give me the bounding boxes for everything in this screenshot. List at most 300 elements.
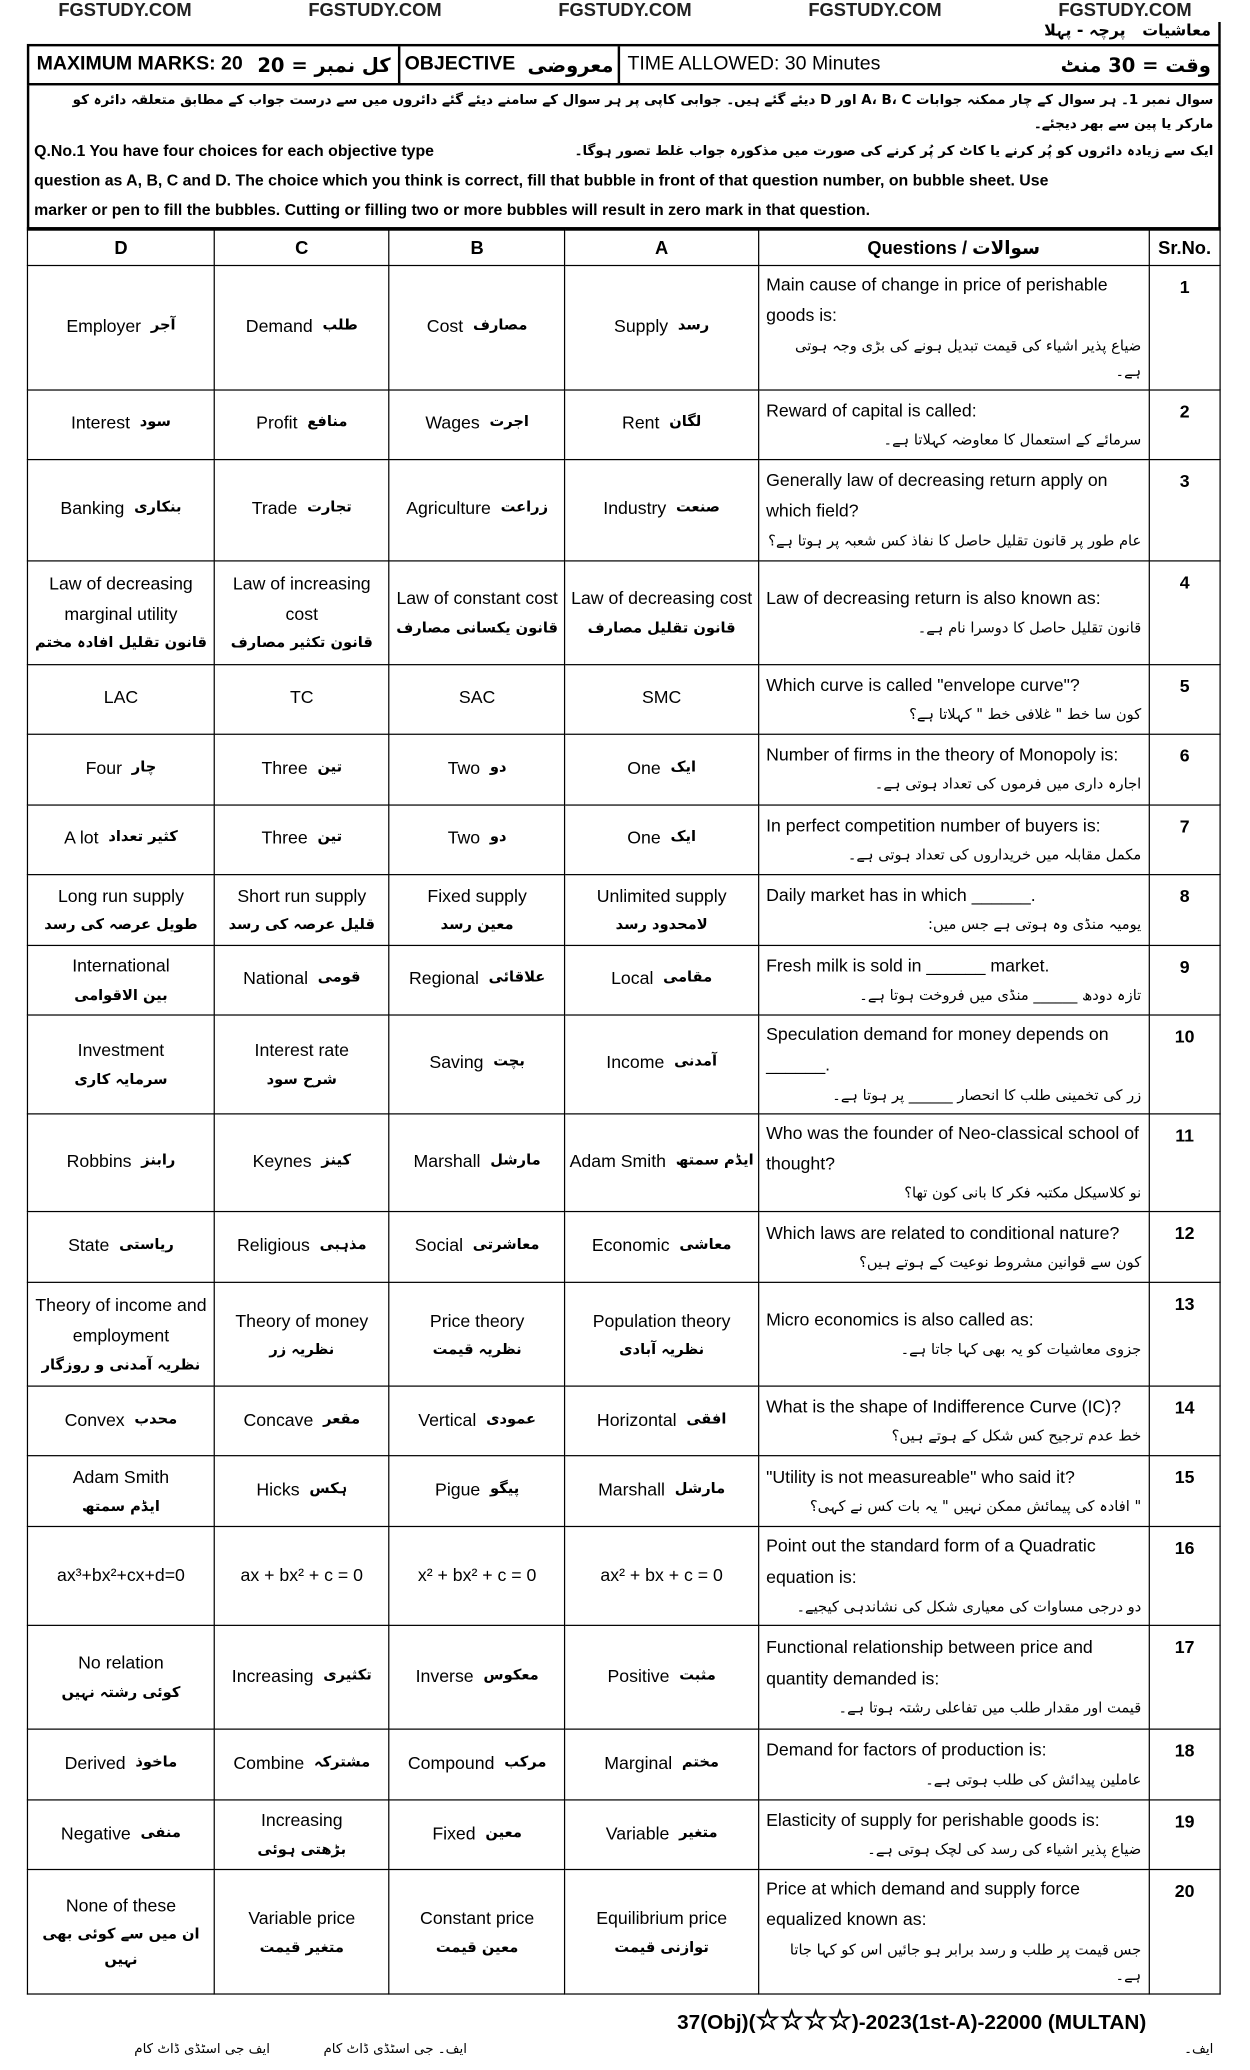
objective-urdu: معروضی (527, 53, 614, 77)
option-english: Increasing (231, 1667, 314, 1687)
option-english: A lot (64, 829, 99, 849)
option-urdu: مثبت (679, 1665, 716, 1683)
option-english: Cost (426, 317, 464, 337)
serial-number: 16 (1149, 1527, 1220, 1626)
option-english: Two (447, 829, 481, 849)
option-a (565, 1800, 758, 1870)
serial-number: 1 (1149, 266, 1220, 390)
option-b (389, 1800, 565, 1870)
option-english: Trade (251, 499, 298, 520)
question-english: Functional relationship between price and quantity demanded is: (766, 1638, 1093, 1689)
option-urdu: منافع (307, 413, 348, 431)
question-cell (758, 1386, 1149, 1456)
option-c (214, 1800, 389, 1870)
option-a (565, 805, 758, 875)
question-urdu: کون سے قوانین مشروط نوعیت کے ہوتے ہیں؟ (859, 1253, 1142, 1271)
option-english: Economic (591, 1237, 670, 1257)
option-b (389, 266, 565, 390)
option-d (27, 390, 214, 460)
option-english: Banking (60, 499, 125, 520)
table-row (27, 1456, 1220, 1527)
watermark: FGSTUDY.COM (58, 0, 192, 21)
objective-label: OBJECTIVE (404, 53, 516, 75)
option-urdu: مذہبی (319, 1235, 367, 1253)
option-english: Law of constant cost (396, 589, 558, 610)
option-urdu: دو (489, 828, 507, 846)
option-english: Agriculture (406, 499, 491, 520)
option-c (214, 1527, 389, 1626)
table-row (27, 664, 1220, 734)
option-english: Compound (407, 1754, 495, 1774)
option-b (389, 1212, 565, 1283)
footer-urdu-1: ایف جی اسٹڈی ڈاٹ کام (134, 2040, 270, 2057)
option-english: Robbins (66, 1152, 132, 1172)
table-row (27, 1729, 1220, 1800)
option-english: Marshall (413, 1152, 481, 1172)
option-a (565, 390, 758, 460)
serial-number: 11 (1149, 1113, 1220, 1212)
option-urdu: نظریہ آبادی (619, 1340, 705, 1358)
serial-number: 5 (1149, 664, 1220, 734)
paper-code: 37(Obj)(☆☆☆☆)-2023(1st-A)-22000 (MULTAN) (677, 2004, 1147, 2035)
option-english: Industry (603, 499, 667, 520)
option-urdu: قومی (317, 968, 361, 986)
option-b (389, 1456, 565, 1527)
option-urdu: دو (489, 757, 507, 776)
option-english: Vertical (418, 1411, 477, 1431)
option-urdu: مرکب (504, 1753, 547, 1771)
table-row (27, 1870, 1220, 1994)
option-english: Variable (605, 1824, 670, 1845)
option-b (389, 945, 565, 1015)
option-english: Theory of income and employment (35, 1296, 207, 1347)
option-english: Two (447, 759, 481, 779)
option-english: Constant price (420, 1909, 535, 1929)
table-row (27, 390, 1220, 460)
serial-number: 4 (1149, 561, 1220, 665)
instruction-english-3: marker or pen to fill the bubbles. Cutting or filling two or more bubbles will result in zero mark in that question. (34, 200, 871, 219)
paper-urdu: پرچہ - پہلا (1044, 21, 1126, 41)
question-urdu: قانون تقلیل حاصل کا دوسرا نام ہے۔ (917, 618, 1142, 636)
option-english: Keynes (252, 1152, 312, 1172)
option-c (214, 1729, 389, 1800)
option-english: Fixed (432, 1824, 476, 1845)
serial-number: 9 (1149, 945, 1220, 1015)
header-b: B (389, 230, 565, 265)
table-row (27, 805, 1220, 875)
option-english: Theory of money (235, 1311, 369, 1332)
option-english: Long run supply (57, 887, 184, 907)
question-cell (758, 945, 1149, 1015)
question-cell (758, 1729, 1149, 1800)
option-urdu: مشترکہ (314, 1753, 371, 1771)
question-urdu: سرمائے کے استعمال کا معاوضہ کہلاتا ہے۔ (883, 430, 1142, 448)
option-a (565, 1456, 758, 1527)
instruction-urdu-1: سوال نمبر 1۔ ہر سوال کے چار ممکنہ جوابات A، B، C اور D دیئے گئے ہیں۔ جوابی کاپی پر ہر سوال کے سامنے دیئے گئے دائروں میں سے درست جواب کے مطابق متعلقہ دائرہ کو مارکر یا پین سے بھر دیجئے۔ (72, 91, 1214, 132)
header-questions: Questions / سوالات (758, 230, 1149, 265)
question-urdu: عاملین پیدائش کی طلب ہوتی ہے۔ (925, 1770, 1142, 1788)
option-english: Supply (614, 317, 669, 337)
option-english: Law of decreasing cost (571, 589, 753, 610)
option-urdu: توازنی قیمت (614, 1937, 709, 1955)
question-english: Which curve is called "envelope curve"? (766, 675, 1080, 696)
question-urdu: کون سا خط " غلافی خط " کہلاتا ہے؟ (909, 705, 1142, 723)
question-english: Who was the founder of Neo-classical school of thought? (766, 1123, 1139, 1175)
option-a (565, 1212, 758, 1283)
option-urdu: قلیل عرصہ کی رسد (228, 915, 376, 934)
question-urdu: مکمل مقابلہ میں خریداروں کی تعداد ہوتی ہے۔ (847, 845, 1142, 863)
option-urdu: نظریہ قیمت (432, 1340, 522, 1358)
option-urdu: مارشل (490, 1151, 541, 1169)
question-urdu: اجارہ داری میں فرموں کی تعداد ہوتی ہے۔ (874, 775, 1142, 793)
option-a (565, 1527, 758, 1626)
option-d (27, 734, 214, 805)
option-english: Short run supply (237, 887, 367, 907)
option-urdu: عمودی (486, 1409, 537, 1427)
serial-number: 19 (1149, 1800, 1220, 1870)
question-cell (758, 734, 1149, 805)
option-urdu: ایڈم سمتھ (675, 1151, 754, 1169)
option-a (565, 1015, 758, 1114)
option-d (27, 1527, 214, 1626)
option-urdu: چار (131, 757, 157, 776)
option-urdu: معاشرتی (472, 1235, 540, 1253)
question-urdu: نو کلاسیکل مکتبہ فکر کا بانی کون تھا؟ (904, 1184, 1142, 1202)
marks-bar (27, 44, 1221, 86)
option-urdu: مقامی (663, 968, 713, 986)
option-c (214, 1386, 389, 1456)
question-cell (758, 1283, 1149, 1387)
question-urdu: دو درجی مساوات کی معیاری شکل کی نشاندہی کیجیے۔ (796, 1597, 1142, 1615)
question-english: Daily market has in which ______. (766, 886, 1036, 906)
option-urdu: مارشل (674, 1480, 726, 1498)
serial-number: 15 (1149, 1456, 1220, 1527)
option-english: No relation (78, 1654, 164, 1675)
option-c (214, 664, 389, 734)
serial-number: 13 (1149, 1283, 1220, 1387)
option-d (27, 1625, 214, 1729)
option-english: Concave (243, 1411, 314, 1431)
option-urdu: معین قیمت (435, 1937, 519, 1955)
question-english: Demand for factors of production is: (766, 1741, 1047, 1761)
option-d (27, 945, 214, 1015)
option-english: Negative (60, 1824, 131, 1845)
option-urdu: قانون یکسانی مصارف (396, 618, 558, 636)
question-urdu: زر کی تخمینی طلب کا انحصار ______ پر ہوتا ہے۔ (832, 1085, 1142, 1103)
question-cell (758, 1870, 1149, 1994)
option-english: Price theory (429, 1311, 525, 1332)
option-english: Variable price (248, 1909, 356, 1929)
option-a (565, 1870, 758, 1994)
option-urdu: رسد (677, 316, 710, 334)
option-english: Adam Smith (569, 1152, 667, 1172)
option-urdu: ماخوذ (135, 1753, 178, 1771)
option-urdu: ان میں سے کوئی بھی نہیں (42, 1925, 200, 1968)
max-marks: MAXIMUM MARKS: 20 (36, 53, 243, 75)
option-a (565, 561, 758, 665)
option-urdu: متغیر (679, 1823, 718, 1841)
watermark-row (0, 0, 1250, 22)
question-urdu: قیمت اور مقدار طلب میں تفاعلی رشتہ ہوتا ہے۔ (838, 1699, 1142, 1717)
serial-number: 3 (1149, 459, 1220, 560)
option-english: LAC (103, 688, 139, 709)
table-row (27, 266, 1220, 390)
table-row (27, 1625, 1220, 1729)
option-english: Interest rate (254, 1041, 350, 1061)
option-c (214, 1456, 389, 1527)
option-english: Rent (622, 414, 660, 434)
serial-number: 8 (1149, 874, 1220, 945)
serial-number: 14 (1149, 1386, 1220, 1456)
option-english: National (243, 969, 309, 990)
option-english: Combine (233, 1754, 305, 1774)
option-b (389, 561, 565, 665)
option-english: x² + bx² + c = 0 (417, 1565, 537, 1586)
option-c (214, 459, 389, 560)
option-b (389, 874, 565, 945)
option-urdu: تکثیری (323, 1665, 372, 1683)
option-d (27, 664, 214, 734)
serial-number: 7 (1149, 805, 1220, 875)
questions-table (27, 229, 1221, 1994)
option-urdu: نظریہ آمدنی و روزگار (41, 1355, 201, 1373)
option-english: Wages (425, 414, 480, 434)
option-a (565, 1386, 758, 1456)
option-urdu: معین (485, 1823, 522, 1841)
watermark: FGSTUDY.COM (1058, 0, 1192, 21)
question-english: In perfect competition number of buyers is: (766, 816, 1101, 836)
question-cell (758, 561, 1149, 665)
option-english: Employer (66, 317, 142, 337)
option-english: Marginal (604, 1754, 673, 1774)
option-b (389, 805, 565, 875)
option-english: Investment (77, 1041, 165, 1061)
question-cell (758, 1015, 1149, 1114)
question-english: Number of firms in the theory of Monopoly is: (766, 745, 1119, 766)
option-a (565, 734, 758, 805)
star-icons: ☆☆☆☆ (755, 2004, 852, 2035)
question-english: Price at which demand and supply force equalized known as: (766, 1879, 1080, 1931)
option-a (565, 664, 758, 734)
question-urdu: عام طور پر قانون تقلیل حاصل کا نفاذ کس شعبہ پر ہوتا ہے؟ (768, 531, 1142, 549)
option-d (27, 1283, 214, 1387)
instructions (27, 85, 1221, 229)
option-b (389, 1870, 565, 1994)
question-cell (758, 1113, 1149, 1212)
option-b (389, 1113, 565, 1212)
option-d (27, 1015, 214, 1114)
question-cell (758, 664, 1149, 734)
option-english: Equilibrium price (596, 1909, 728, 1929)
option-d (27, 805, 214, 875)
option-a (565, 1283, 758, 1387)
max-marks-urdu: کل نمبر = 20 (257, 53, 391, 77)
option-b (389, 1625, 565, 1729)
serial-number: 20 (1149, 1870, 1220, 1994)
table-row (27, 561, 1220, 665)
option-b (389, 1386, 565, 1456)
option-urdu: ریاستی (119, 1235, 174, 1253)
question-cell (758, 805, 1149, 875)
option-urdu: آجر (150, 316, 176, 334)
option-english: SMC (641, 688, 682, 709)
option-english: Adam Smith (72, 1468, 170, 1489)
option-urdu: سرمایہ کاری (74, 1070, 168, 1088)
question-cell (758, 390, 1149, 460)
option-english: Law of increasing cost (232, 574, 371, 625)
option-urdu: سود (139, 413, 171, 431)
question-urdu: جس قیمت پر طلب و رسد برابر ہو جائیں اس کو کہا جاتا ہے۔ (789, 1940, 1142, 1984)
option-urdu: شرح سود (266, 1070, 337, 1088)
option-urdu: نظریہ زر (269, 1340, 335, 1358)
option-english: Positive (607, 1667, 670, 1687)
option-english: Interest (70, 414, 131, 434)
option-english: ax + bx² + c = 0 (240, 1565, 364, 1586)
table-row (27, 945, 1220, 1015)
instruction-english-1: Q.No.1 You have four choices for each objective type (34, 141, 434, 160)
option-english: Derived (64, 1754, 126, 1774)
option-d (27, 1113, 214, 1212)
option-english: ax³+bx²+cx+d=0 (56, 1565, 185, 1586)
option-english: ax² + bx + c = 0 (600, 1565, 723, 1586)
option-urdu: طلب (322, 316, 358, 334)
question-cell (758, 1212, 1149, 1283)
option-urdu: آمدنی (674, 1052, 717, 1070)
option-urdu: لامحدود رسد (615, 915, 708, 934)
option-urdu: پیگو (490, 1480, 520, 1498)
option-english: Law of decreasing marginal utility (49, 574, 193, 625)
option-c (214, 874, 389, 945)
option-d (27, 1386, 214, 1456)
option-urdu: بین الاقوامی (74, 986, 168, 1004)
option-c (214, 805, 389, 875)
option-urdu: صنعت (676, 498, 720, 516)
option-c (214, 734, 389, 805)
subject-line (27, 22, 1221, 44)
option-urdu: افقی (686, 1409, 727, 1427)
header-a: A (565, 230, 758, 265)
question-urdu: تازہ دودھ ______ منڈی میں فروخت ہوتا ہے۔ (859, 986, 1142, 1004)
option-urdu: زراعت (500, 498, 549, 516)
option-a (565, 1625, 758, 1729)
question-english: "Utility is not measureable" who said it? (766, 1467, 1075, 1488)
time-allowed: TIME ALLOWED: 30 Minutes (627, 53, 881, 75)
option-urdu: ایک (670, 828, 697, 846)
option-c (214, 1625, 389, 1729)
footer-urdu-2: ایف۔ جی اسٹڈی ڈاٹ کام (323, 2040, 468, 2057)
header-srno: Sr.No. (1149, 230, 1220, 265)
option-urdu: مختم (681, 1753, 720, 1771)
option-urdu: لگان (669, 413, 702, 431)
option-english: Fixed supply (427, 887, 527, 907)
table-row (27, 874, 1220, 945)
option-english: None of these (65, 1896, 177, 1917)
option-urdu: معکوس (483, 1665, 539, 1683)
option-english: State (68, 1237, 110, 1257)
option-urdu: ہکس (309, 1480, 348, 1498)
option-english: Income (606, 1053, 665, 1074)
option-d (27, 1870, 214, 1994)
option-english: Local (611, 969, 654, 990)
option-a (565, 266, 758, 390)
option-urdu: معین رسد (440, 915, 514, 934)
option-c (214, 266, 389, 390)
option-english: TC (289, 688, 314, 709)
option-english: Three (261, 759, 308, 779)
option-urdu: معاشی (679, 1235, 732, 1253)
question-english: Main cause of change in price of perishable goods is: (766, 275, 1108, 327)
question-cell (758, 1527, 1149, 1626)
option-d (27, 1212, 214, 1283)
header-d: D (27, 230, 214, 265)
option-c (214, 390, 389, 460)
option-urdu: طویل عرصہ کی رسد (44, 915, 198, 934)
option-c (214, 1113, 389, 1212)
question-english: Elasticity of supply for perishable goods is: (766, 1811, 1100, 1831)
option-english: Saving (429, 1053, 484, 1074)
option-urdu: تین (317, 757, 343, 776)
serial-number: 18 (1149, 1729, 1220, 1800)
table-row (27, 1113, 1220, 1212)
option-urdu: بڑھتی ہوئی (257, 1840, 347, 1859)
question-english: Law of decreasing return is also known as: (766, 589, 1101, 609)
option-english: Inverse (415, 1667, 474, 1687)
instruction-english-2: question as A, B, C and D. The choice which you think is correct, fill that bubble in front of that question number, on bubble sheet. Use (34, 170, 1049, 190)
option-a (565, 945, 758, 1015)
option-english: Increasing (260, 1812, 343, 1832)
option-b (389, 1729, 565, 1800)
question-cell (758, 1456, 1149, 1527)
option-d (27, 459, 214, 560)
option-english: Marshall (598, 1481, 665, 1501)
question-english: Generally law of decreasing return apply on which field? (766, 471, 1108, 522)
question-cell (758, 1800, 1149, 1870)
option-english: Unlimited supply (596, 887, 727, 907)
question-cell (758, 266, 1149, 390)
question-cell (758, 874, 1149, 945)
option-c (214, 1015, 389, 1114)
question-english: Speculation demand for money depends on ______. (766, 1025, 1109, 1076)
option-urdu: قانون تقلیل مصارف (587, 618, 736, 636)
option-english: Demand (245, 317, 313, 337)
question-english: Fresh milk is sold in ______ market. (766, 956, 1050, 977)
option-english: International (72, 957, 170, 977)
option-c (214, 561, 389, 665)
table-row (27, 1527, 1220, 1626)
option-urdu: تجارت (307, 498, 352, 516)
option-urdu: مقعر (323, 1409, 361, 1427)
question-cell (758, 1625, 1149, 1729)
option-english: Convex (64, 1411, 125, 1431)
option-d (27, 1729, 214, 1800)
option-english: Regional (409, 969, 479, 990)
option-urdu: ایک (670, 757, 697, 776)
option-a (565, 874, 758, 945)
option-urdu: رابنز (141, 1151, 176, 1169)
question-urdu: یومیہ منڈی وہ ہوتی ہے جس میں: (928, 916, 1142, 934)
option-urdu: کوئی رشتہ نہیں (61, 1683, 181, 1701)
option-english: Four (85, 759, 123, 779)
watermark: FGSTUDY.COM (558, 0, 692, 21)
table-row (27, 1800, 1220, 1870)
option-a (565, 1729, 758, 1800)
option-c (214, 945, 389, 1015)
time-urdu: وقت = 30 منٹ (1060, 53, 1211, 77)
option-d (27, 1800, 214, 1870)
option-urdu: کینز (321, 1151, 351, 1169)
option-b (389, 664, 565, 734)
option-english: Social (414, 1237, 464, 1257)
